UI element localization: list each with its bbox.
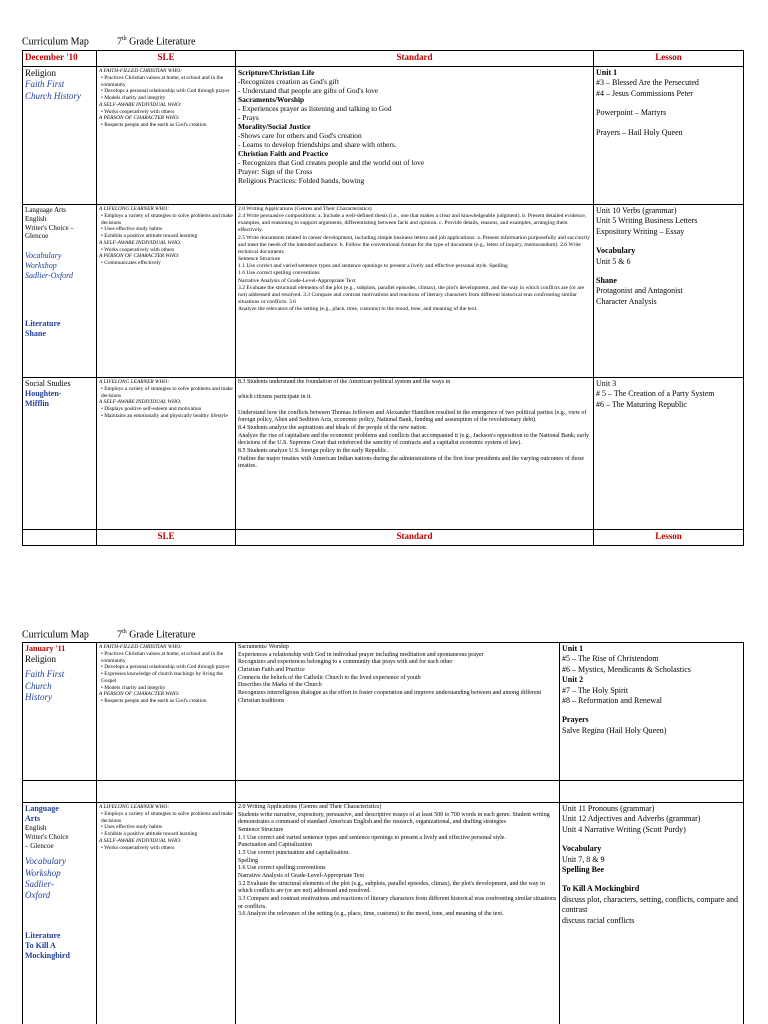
vocabulary-label: Workshop — [25, 867, 61, 878]
sle-item: • Uses effective study habits — [101, 824, 163, 831]
sle-item: • Exhibits a positive attitude toward learning — [101, 831, 198, 837]
lesson-cell — [594, 205, 744, 378]
standard-line: - Learns to develop friendships and share with others. — [238, 140, 397, 150]
grade-title: Grade Literature — [126, 36, 196, 48]
sle-heading: A LIFELONG LEARNER WHO: — [99, 379, 170, 385]
title-text: Curriculum Map — [22, 629, 89, 641]
sle-cell — [97, 378, 236, 530]
table-row — [23, 803, 744, 1024]
spacer-row — [23, 781, 744, 803]
vocabulary-label: Sadlier-Oxford — [25, 271, 73, 280]
sle-heading: A PERSON OF CHARACTER WHO: — [99, 115, 180, 122]
lesson-item: Unit 5 & 6 — [596, 256, 631, 266]
sle-heading: A FAITH-FILLED CHRISTIAN WHO: — [99, 68, 182, 74]
sle-item: • Respects people and the earth as God's creation — [101, 122, 207, 128]
sle-item: • Works cooperatively with others — [101, 108, 175, 115]
sle-heading: A LIFELONG LEARNER WHO: — [99, 206, 170, 212]
standard-cell: 8.3 Students understand the foundation of the American political system and the ways in which citizens participate in it. Understand how the conflicts between Thomas Jefferson and Alexander Hamilton resulted in the emergence of two political parties (e.g., view of foreign policy, Alien and Sedition Acts, economic policy, National Bank, funding and assumption of the revolutionary debt). 8.4 Students analyze the aspirations and ideals of the people of the new nation. Analyze the rise of capitalism and the economic problems and conflicts that accompanied it (e.g., Jackson's opposition to the National Bank; early decisions of the U.S. Supreme Court that reinforced the sanctity of contracts and a capitalist economic system of law). 8.5 Students analyze U.S. foreign policy in the early Republic. Outline the major treaties with American Indian nations during the administrations of the first four presidents and the varying outcomes of those treaties. — [236, 378, 594, 530]
lesson-cell — [560, 803, 744, 1024]
grade-number: 7 — [116, 629, 122, 641]
standard-cell: 2.0 Writing Applications (Genres and Their Characteristics) 2.4 Write persuasive compositions: a. Include a well-defined thesis (i.e., one that makes a clear and knowledgeable judgment). b. Present detailed evidence, examples, and reasoning to support arguments, differentiating between facts and opinion. c. Provide details, reasons, and examples, arranging them effectively. 2.5 Write documents related to career development, including simple business letters and job applications: a. Present information purposefully and succinctly and meet the needs of the intended audience. b. Follow the conventional format for the type of document (e.g., letter of inquiry, memorandum). 2.6 Write technical documents Sentence Structure 1.1 Use correct and varied sentence types and sentence openings to present a lively and effective personal style. Spelling 1.6 Use correct spelling conventions Narrative Analysis of Grade-Level-Appropriate Text 3.2 Evaluate the structural elements of the plot (e.g., subplots, parallel episodes, climax), the plot's development, and the way in which conflicts are (or are not) addressed and resolved. 3.3 Compare and contrast motivations and reactions of literary characters from different historical eras confronting similar situations or conflicts. 3.6 Analyze the relevance of the setting (e.g., place, time, customs) to the mood, tone, and meaning of the text. — [236, 205, 594, 378]
lesson-item: discuss racial conflicts — [562, 915, 635, 925]
textbook-label: Faith First — [25, 669, 65, 680]
lesson-header: Lesson — [594, 530, 744, 546]
literature-label: Shane — [25, 329, 46, 338]
textbook-label: English — [25, 214, 47, 223]
lesson-item: discuss plot, characters, setting, conflicts, compare and contrast — [562, 894, 738, 915]
month-label: December '10 — [23, 51, 97, 67]
lesson-header: Lesson — [594, 51, 744, 67]
sle-heading: A SELF-AWARE INDIVIDUAL WHO: — [99, 101, 182, 108]
standard-line: -Shows care for others and God's creation — [238, 131, 362, 141]
standard-line: Religious Practices: Folded hands, bowing — [238, 176, 365, 186]
month-label: January '11 — [25, 644, 66, 653]
subject-label: Religion — [25, 68, 56, 78]
textbook-label: Church — [25, 680, 52, 691]
blank-cell — [23, 781, 97, 803]
lesson-item: Unit 11 Pronouns (grammar) — [562, 804, 655, 813]
sle-heading: A SELF-AWARE INDIVIDUAL WHO: — [99, 239, 182, 246]
textbook-label: Faith First — [25, 79, 65, 90]
vocabulary-label: Oxford — [25, 890, 51, 900]
sle-item: • Expresses knowledge of church teachings by living the Gospel — [101, 671, 223, 684]
lesson-item: # 5 – The Creation of a Party System — [596, 389, 715, 399]
lesson-item: Salve Regina (Hail Holy Queen) — [562, 725, 667, 735]
blank-cell — [236, 781, 560, 803]
table-row — [23, 378, 744, 530]
standard-line: - Understand that people are gifts of God's love — [238, 86, 379, 96]
textbook-label: Writer's Choice — [25, 832, 69, 841]
footer-blank — [23, 530, 97, 546]
subject-label: Language Arts — [25, 206, 67, 214]
table-row — [23, 643, 744, 781]
standard-line: -Recognizes creation as God's gift — [238, 77, 340, 87]
standard-cell — [236, 67, 594, 205]
textbook-label: Writer's Choice – — [25, 223, 74, 232]
sle-item: • Maintains an emotionally and physically healthy lifestyle — [101, 412, 228, 419]
vocabulary-label: Workshop — [25, 261, 57, 270]
standard-line: - Recognizes that God creates people and the world out of love — [238, 158, 425, 168]
curriculum-table-december — [22, 50, 744, 546]
sle-item: • Practices Christian values at home, at school and in the community — [101, 74, 224, 88]
textbook-label: Mifflin — [25, 399, 49, 408]
sle-item: • Works cooperatively with others — [101, 246, 175, 253]
lesson-cell — [594, 378, 744, 530]
header-row — [23, 51, 744, 67]
subject-label: Religion — [25, 654, 56, 664]
table-row — [23, 205, 744, 378]
lesson-heading: Vocabulary — [596, 246, 636, 256]
blank-cell — [560, 781, 744, 803]
lesson-item: Unit 12 Adjectives and Adverbs (grammar) — [562, 814, 701, 824]
literature-label: Mockingbird — [25, 951, 70, 961]
sle-item: • Practices Christian values at home, at school and in the community — [101, 650, 224, 664]
sle-item: • Employs a variety of strategies to solve problems and make decisions — [101, 810, 233, 824]
grade-suffix: th — [121, 36, 127, 42]
sle-heading: A SELF-AWARE INDIVIDUAL WHO: — [99, 399, 182, 406]
sle-heading: A FAITH-FILLED CHRISTIAN WHO: — [99, 644, 182, 650]
sle-heading: A SELF-AWARE INDIVIDUAL WHO: — [99, 837, 182, 844]
lesson-unit: Unit 2 — [562, 675, 584, 685]
lesson-item: #6 – The Maturing Republic — [596, 399, 687, 409]
subject-label: Social Studies — [25, 379, 71, 388]
lesson-heading: Vocabulary — [562, 844, 602, 854]
sle-header: SLE — [97, 51, 236, 67]
page-title — [22, 629, 195, 640]
literature-label: Literature — [25, 319, 61, 328]
subject-cell — [23, 205, 97, 378]
lesson-item: Unit 5 Writing Business Letters — [596, 216, 698, 226]
lesson-item: #5 – The Rise of Christendom — [562, 654, 659, 664]
sle-cell — [97, 803, 236, 1024]
subject-label: Language — [25, 804, 59, 813]
sle-heading: A PERSON OF CHARACTER WHO: — [99, 691, 180, 698]
vocabulary-label: Vocabulary — [25, 856, 66, 867]
curriculum-table-january — [22, 642, 744, 1024]
sle-item: • Develops a personal relationship with God through prayer — [101, 88, 230, 95]
sle-cell — [97, 205, 236, 378]
lesson-heading: Shane — [596, 275, 617, 285]
textbook-label: English — [25, 824, 47, 832]
lesson-item: Protagonist and Antagonist — [596, 286, 683, 296]
lesson-item: #8 – Reformation and Renewal — [562, 695, 662, 705]
standard-line: Prayer: Sign of the Cross — [238, 167, 313, 177]
literature-label: Literature — [25, 931, 61, 941]
standard-line: - Prays — [238, 113, 259, 123]
sle-item: • Models charity and integrity — [101, 95, 166, 101]
subject-cell — [23, 67, 97, 205]
subject-label: Arts — [25, 814, 41, 823]
lesson-cell — [594, 67, 744, 205]
subject-cell — [23, 803, 97, 1024]
page-title — [22, 36, 195, 47]
lesson-item: #7 – The Holy Spirit — [562, 685, 629, 695]
vocabulary-label: Sadlier- — [25, 878, 54, 889]
title-text: Curriculum Map — [22, 36, 89, 48]
footer-header-row — [23, 530, 744, 546]
table-row — [23, 67, 744, 205]
sle-item: • Displays positive self-esteem and motivation — [101, 406, 202, 412]
standard-heading: Sacraments/Worship — [238, 95, 305, 105]
sle-cell — [97, 67, 236, 205]
textbook-label: – Glencoe — [25, 841, 54, 850]
sle-item: • Exhibits a positive attitude toward learning — [101, 233, 198, 239]
standard-cell: Sacraments/ Worship Experiences a relationship with God in individual prayer including meditation and spontaneous prayer Recognizes and experiences belonging to a community that prays with and for each other Christian Faith and Practice Connects the beliefs of the Catholic Church to the lived experience of youth Describes the Marks of the Church Recognizes interreligious dialogue as the effort to foster cooperation and improve understanding between and among different Christian traditions — [236, 643, 560, 781]
lesson-unit: Unit 1 — [562, 644, 584, 653]
lesson-item: Prayers – Hail Holy Queen — [596, 127, 683, 137]
lesson-heading: To Kill A Mockingbird — [562, 884, 640, 894]
subject-cell — [23, 643, 97, 781]
grade-title: Grade Literature — [126, 629, 196, 641]
lesson-item: Unit 10 Verbs (grammar) — [596, 206, 677, 215]
textbook-label: Houghten- — [25, 389, 62, 398]
textbook-label: Glencoe — [25, 232, 49, 241]
sle-header: SLE — [97, 530, 236, 546]
sle-item: • Employs a variety of strategies to solve problems and make decisions — [101, 385, 233, 399]
sle-cell — [97, 643, 236, 781]
literature-label: To Kill A — [25, 941, 56, 951]
sle-item: • Communicates effectively — [101, 260, 161, 266]
lesson-heading: Prayers — [562, 715, 589, 725]
standard-line: - Experiences prayer as listening and talking to God — [238, 104, 392, 114]
grade-number: 7 — [116, 36, 122, 48]
lesson-item: #3 – Blessed Are the Persecuted — [596, 78, 699, 88]
lesson-item: Character Analysis — [596, 296, 657, 306]
standard-heading: Scripture/Christian Life — [238, 68, 315, 77]
sle-item: • Respects people and the earth as God's creation — [101, 698, 207, 704]
sle-item: • Employs a variety of strategies to solve problems and make decisions — [101, 212, 233, 226]
lesson-heading: Spelling Bee — [562, 864, 605, 874]
lesson-item: Powerpoint – Martyrs — [596, 108, 667, 118]
sle-item: • Develops a personal relationship with God through prayer — [101, 664, 230, 671]
standard-heading: Morality/Social Justice — [238, 122, 311, 132]
lesson-unit: Unit 3 — [596, 379, 617, 388]
grade-suffix: th — [121, 629, 127, 635]
lesson-item: Unit 7, 8 & 9 — [562, 854, 605, 864]
lesson-item: #4 – Jesus Commissions Peter — [596, 88, 693, 98]
standard-header: Standard — [236, 51, 594, 67]
sle-heading: A PERSON OF CHARACTER WHO: — [99, 253, 180, 260]
standard-heading: Christian Faith and Practice — [238, 149, 329, 159]
lesson-item: #6 – Mystics, Mendicants & Scholastics — [562, 664, 691, 674]
standard-cell: 2.0 Writing Applications (Genres and Their Characteristics) Students write narrative, expository, persuasive, and descriptive essays of at least 500 to 700 words in each genre. Student writing demonstrates a command of standard American English and the research, organizational, and drafting strategies Sentence Structure 1.1 Use correct and varied sentence types and sentence openings to present a lively and effective personal style. Punctuation and Capitalization 1.5 Use correct punctuation and capitalization. Spelling 1.6 Use correct spelling conventions Narrative Analysis of Grade-Level-Appropriate Text 3.2 Evaluate the structural elements of the plot (e.g., subplots, parallel episodes, climax), the plot's development, and the way in which conflicts are (or are not) addressed and resolved. 3.3 Compare and contrast motivations and reactions of literary characters from different historical eras confronting similar situations or conflicts. 3.6 Analyze the relevance of the setting (e.g., place, time, customs) to the mood, tone, and meaning of the text. — [236, 803, 560, 1024]
subject-cell — [23, 378, 97, 530]
vocabulary-label: Vocabulary — [25, 251, 62, 260]
lesson-unit: Unit 1 — [596, 68, 618, 77]
lesson-item: Expository Writing – Essay — [596, 226, 685, 236]
textbook-label: Church History — [25, 90, 81, 101]
lesson-cell — [560, 643, 744, 781]
sle-item: • Works cooperatively with others — [101, 844, 175, 851]
sle-heading: A LIFELONG LEARNER WHO: — [99, 804, 170, 810]
sle-item: • Models charity and integrity — [101, 684, 166, 691]
standard-header: Standard — [236, 530, 594, 546]
blank-cell — [97, 781, 236, 803]
lesson-item: Unit 4 Narrative Writing (Scott Purdy) — [562, 824, 686, 834]
sle-item: • Uses effective study habits — [101, 226, 163, 233]
textbook-label: History — [25, 691, 52, 702]
